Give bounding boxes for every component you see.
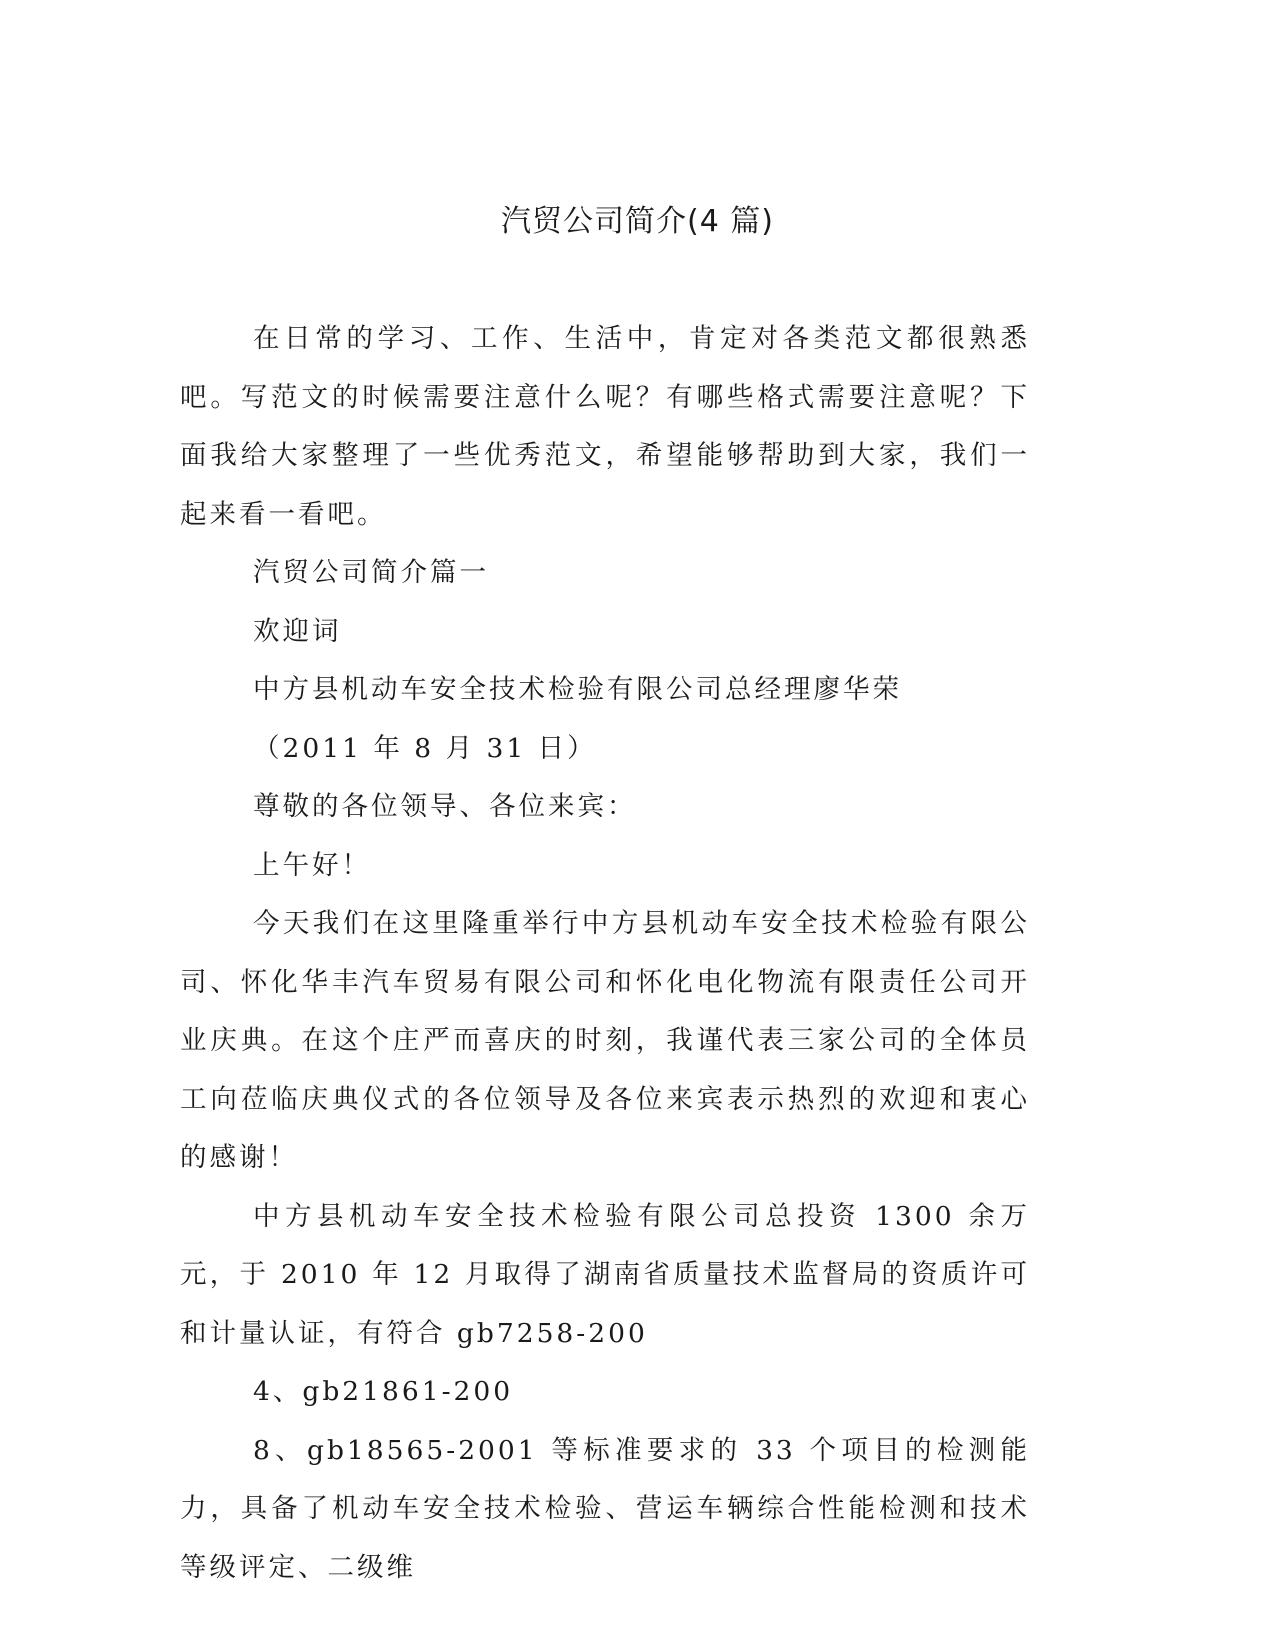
- speech-title: 欢迎词: [253, 615, 342, 647]
- body-paragraph: 4、gb21861-200: [253, 1376, 514, 1407]
- date-line: （2011 年 8 月 31 日）: [253, 732, 597, 764]
- speaker-line: 中方县机动车安全技术检验有限公司总经理廖华荣: [253, 674, 902, 705]
- intro-paragraph: 在日常的学习、工作、生活中，肯定对各类范文都很熟悉吧。写范文的时候需要注意什么呢？有哪些格式需要注意呢？下面我给大家整理了一些优秀范文，希望能够帮助到大家，我们一起来看一看吧。: [180, 323, 1030, 530]
- salutation: 尊敬的各位领导、各位来宾：: [253, 791, 637, 822]
- greeting: 上午好！: [253, 849, 371, 881]
- document-body: [180, 310, 1030, 1597]
- section-heading: 汽贸公司简介篇一: [253, 557, 489, 588]
- body-paragraph: 今天我们在这里隆重举行中方县机动车安全技术检验有限公司、怀化华丰汽车贸易有限公司和怀化电化物流有限责任公司开业庆典。在这个庄严而喜庆的时刻，我谨代表三家公司的全体员工向莅临庆典仪式的各位领导及各位来宾表示热烈的欢迎和衷心的感谢！: [180, 908, 1030, 1173]
- body-paragraph: 中方县机动车安全技术检验有限公司总投资 1300 余万元，于 2010 年 12 月取得了湖南省质量技术监督局的资质许可和计量认证，有符合 gb7258-200: [180, 1200, 1030, 1349]
- document-title: 汽贸公司简介(4 篇): [500, 204, 775, 239]
- body-paragraph: 8、gb18565-2001 等标准要求的 33 个项目的检测能力，具备了机动车安全技术检验、营运车辆综合性能检测和技术等级评定、二级维: [180, 1434, 1030, 1583]
